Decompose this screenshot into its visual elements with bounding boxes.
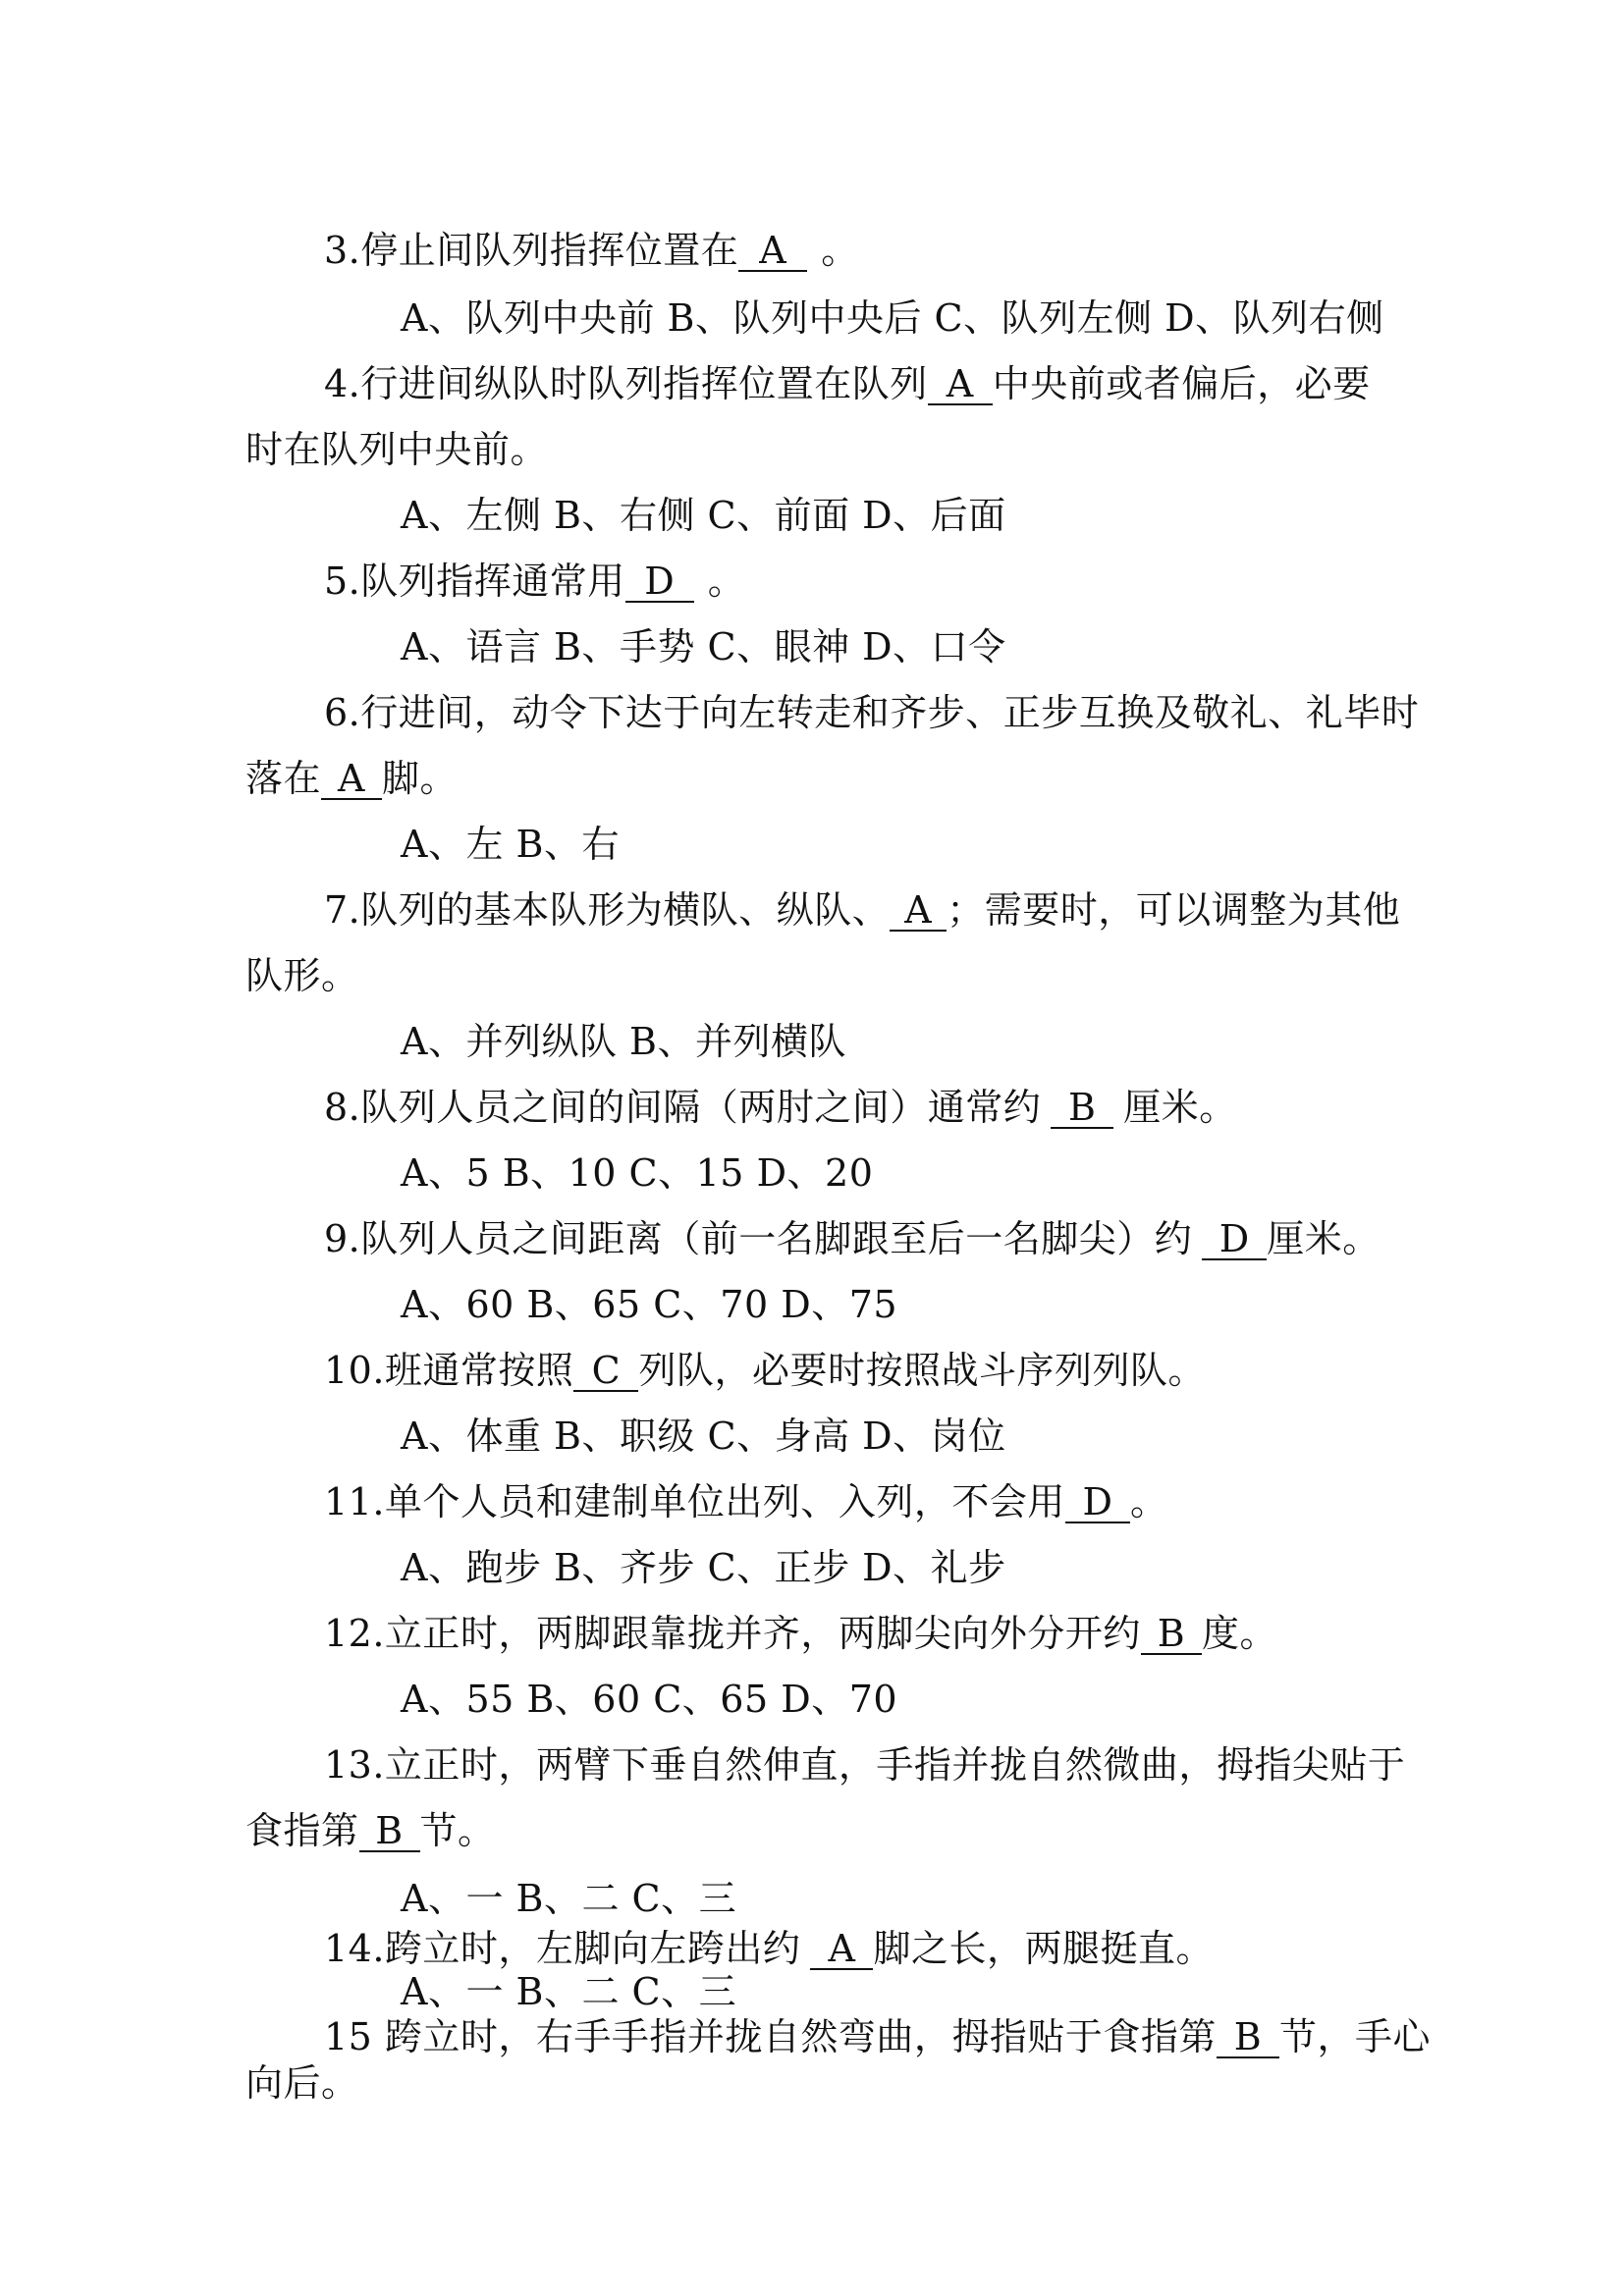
question-6-cont	[245, 757, 458, 800]
options-11: A、跑步 B、齐步 C、正步 D、礼步	[401, 1546, 1006, 1589]
question-text: 落在	[245, 757, 322, 800]
question-text: 。	[1129, 1480, 1168, 1523]
question-14	[324, 1927, 1214, 1970]
question-3	[324, 229, 859, 272]
answer-blank: C	[573, 1351, 638, 1392]
question-7-cont: 队形。	[245, 954, 359, 997]
question-6: 6.行进间，动令下达于向左转走和齐步、正步互换及敬礼、礼毕时	[324, 691, 1420, 734]
question-text: 脚。	[382, 757, 459, 800]
question-text: 食指第	[245, 1809, 359, 1852]
question-text: 12.立正时，两脚跟靠拢并齐，两脚尖向外分开约	[324, 1612, 1141, 1655]
question-text: 列队，必要时按照战斗序列列队。	[638, 1349, 1206, 1392]
question-text: 。	[707, 560, 746, 603]
question-5	[324, 560, 745, 603]
question-13-cont	[245, 1809, 496, 1852]
question-text: 7.队列的基本队形为横队、纵队、	[324, 888, 891, 932]
options-9: A、60 B、65 C、70 D、75	[401, 1283, 898, 1326]
question-13: 13.立正时，两臂下垂自然伸直，手指并拢自然微曲，拇指尖贴于	[324, 1743, 1406, 1787]
question-10	[324, 1349, 1206, 1392]
answer-blank: A	[928, 364, 993, 405]
answer-blank: D	[1065, 1482, 1130, 1523]
question-text: 。	[821, 229, 859, 272]
question-text: 节。	[419, 1809, 496, 1852]
question-text: 厘米。	[1267, 1217, 1380, 1260]
answer-blank: A	[738, 231, 807, 272]
question-text: 11.单个人员和建制单位出列、入列，不会用	[324, 1480, 1065, 1523]
question-text: 脚之长，两腿挺直。	[873, 1927, 1214, 1970]
question-text: 4.行进间纵队时队列指挥位置在队列	[324, 362, 928, 405]
question-7	[324, 888, 1400, 932]
question-text: 14.跨立时，左脚向左跨出约	[324, 1927, 801, 1970]
question-4	[324, 362, 1371, 405]
options-10: A、体重 B、职级 C、身高 D、岗位	[401, 1415, 1006, 1458]
options-13: A、一 B、二 C、三	[401, 1877, 737, 1920]
options-4: A、左侧 B、右侧 C、前面 D、后面	[401, 494, 1006, 537]
answer-blank: B	[1217, 2017, 1279, 2058]
options-12: A、55 B、60 C、65 D、70	[401, 1678, 898, 1721]
question-8	[324, 1086, 1237, 1129]
question-text: 15 跨立时，右手手指并拢自然弯曲，拇指贴于食指第	[324, 2015, 1217, 2058]
question-text: 中央前或者偏后，必要	[992, 362, 1371, 405]
options-8: A、5 B、10 C、15 D、20	[401, 1151, 874, 1195]
question-text: 厘米。	[1123, 1086, 1237, 1129]
answer-blank: B	[359, 1811, 420, 1852]
question-text: 5.队列指挥通常用	[324, 560, 625, 603]
question-15-cont: 向后。	[245, 2061, 359, 2105]
options-14: A、一 B、二 C、三	[401, 1970, 737, 2013]
answer-blank: B	[1051, 1088, 1113, 1129]
question-11	[324, 1480, 1167, 1523]
answer-blank: D	[1202, 1219, 1267, 1260]
answer-blank: A	[321, 759, 382, 800]
question-text: 9.队列人员之间距离（前一名脚跟至后一名脚尖）约	[324, 1217, 1193, 1260]
answer-blank: A	[810, 1929, 873, 1970]
options-3: A、队列中央前 B、队列中央后 C、队列左侧 D、队列右侧	[401, 296, 1384, 340]
answer-blank: A	[890, 890, 947, 932]
question-text: ；需要时，可以调整为其他	[947, 888, 1401, 932]
question-text: 节，手心	[1278, 2015, 1431, 2058]
answer-blank: D	[625, 561, 694, 603]
question-text: 8.队列人员之间的间隔（两肘之间）通常约	[324, 1086, 1042, 1129]
question-text: 3.停止间队列指挥位置在	[324, 229, 739, 272]
question-text: 10.班通常按照	[324, 1349, 574, 1392]
question-15	[324, 2015, 1431, 2058]
answer-blank: B	[1141, 1614, 1202, 1655]
question-9	[324, 1217, 1380, 1260]
question-12	[324, 1612, 1277, 1655]
question-4-cont: 时在队列中央前。	[245, 428, 549, 471]
options-5: A、语言 B、手势 C、眼神 D、口令	[401, 625, 1006, 668]
options-6: A、左 B、右	[401, 823, 620, 866]
options-7: A、并列纵队 B、并列横队	[401, 1020, 846, 1063]
question-text: 度。	[1201, 1612, 1277, 1655]
